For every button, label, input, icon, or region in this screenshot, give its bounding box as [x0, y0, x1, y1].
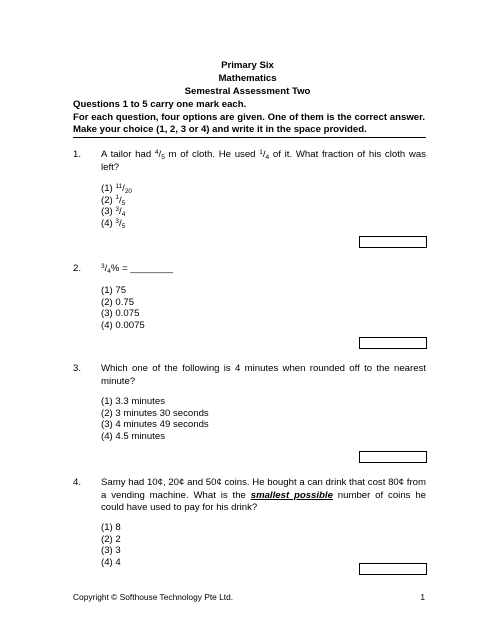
- option-label: (3): [101, 206, 116, 218]
- question-1-option-1: (1) $^{11}/_{20}$: [101, 182, 133, 195]
- question-4-answer-box[interactable]: [359, 563, 427, 575]
- fraction-denominator: 5: [121, 199, 126, 207]
- question-2-number: 2.: [73, 263, 82, 274]
- footer-copyright: Copyright © Softhouse Technology Pte Ltd.: [73, 592, 234, 602]
- fraction-denominator: 20: [124, 188, 133, 195]
- question-3-option-2: (2) 3 minutes 30 seconds: [101, 407, 209, 419]
- question-2-text-part: % = ________: [110, 263, 174, 274]
- question-1-number: 1.: [73, 149, 82, 160]
- question-2-option-2: (2) 0.75: [101, 296, 135, 308]
- question-1-text-part: A tailor had: [101, 149, 155, 160]
- question-4-option-4: (4) 4: [101, 557, 121, 569]
- option-label: (1): [101, 183, 116, 194]
- question-1-text: A tailor had $^4/_5$ m of cloth. He used $^1/_4$ of it. What fraction of his cloth was left?: [101, 148, 426, 173]
- fraction-denominator: 4: [265, 154, 270, 161]
- question-4-options: [101, 522, 351, 569]
- question-4-option-2: (2) 2: [101, 533, 121, 545]
- question-3-option-3: (3) 4 minutes 49 seconds: [101, 419, 209, 431]
- fraction-numerator: 11: [115, 182, 123, 190]
- header-level: Primary Six: [221, 60, 274, 71]
- question-4-option-3: (3) 3: [101, 545, 121, 557]
- header-subject: Mathematics: [218, 73, 277, 84]
- question-2-option-4: (4) 0.0075: [101, 320, 145, 332]
- question-2-answer-box[interactable]: [359, 337, 427, 349]
- fraction-denominator: 5: [121, 223, 126, 231]
- question-2-options: [101, 285, 351, 332]
- question-1-option-2: (2) $^1/_5$: [101, 194, 126, 207]
- page-number: 1: [420, 592, 425, 602]
- fraction-denominator: 4: [107, 268, 111, 275]
- question-3-option-4: (4) 4.5 minutes: [101, 431, 165, 443]
- question-1-text-part: m of cloth. He used: [164, 149, 260, 160]
- question-2-option-1: (1) 75: [101, 285, 127, 296]
- fraction-numerator: 1: [115, 194, 120, 202]
- question-4-text-part: number of coins he could have used to pay for his drink?: [101, 489, 426, 513]
- question-2-text: $^3/_4\%$ = ________: [101, 262, 174, 275]
- option-label: (2): [101, 194, 116, 206]
- question-3-number: 3.: [73, 363, 82, 374]
- divider-line: [73, 137, 426, 138]
- question-4-text: [101, 477, 426, 515]
- question-3-answer-box[interactable]: [359, 451, 427, 463]
- question-1-options: [101, 183, 351, 230]
- question-1-option-4: (4) $^3/_5$: [101, 217, 126, 231]
- question-4-number: 4.: [73, 477, 82, 488]
- question-4-emphasis: smallest possible: [250, 489, 333, 501]
- option-label: (4): [101, 218, 116, 230]
- instructions: [73, 99, 425, 137]
- question-4-text-part: Samy had 10¢, 20¢ and 50¢ coins. He bought a can drink that cost 80¢ from a vending machine. What is the: [101, 477, 426, 501]
- fraction-numerator: 3: [115, 217, 120, 225]
- question-4-option-1: (1) 8: [101, 522, 121, 533]
- fraction-denominator: 5: [161, 154, 165, 161]
- instructions-marks: Questions 1 to 5 carry one mark each.: [73, 99, 247, 110]
- fraction-numerator: 3: [101, 262, 105, 270]
- question-3-text: Which one of the following is 4 minutes when rounded off to the nearest minute?: [101, 363, 426, 387]
- question-3-options: [101, 396, 351, 443]
- question-2-option-3: (3) 0.075: [101, 308, 140, 320]
- question-3-option-1: (1) 3.3 minutes: [101, 396, 165, 407]
- question-1-answer-box[interactable]: [359, 236, 427, 248]
- question-1-text-part: of it. What fraction of his cloth was left?: [101, 149, 426, 173]
- fraction-numerator: 1: [259, 148, 263, 156]
- instructions-detail: For each question, four options are given. One of them is the correct answer. Make your choice (1, 2, 3 or 4) and write it in the space provided.: [73, 111, 425, 135]
- question-1-option-3: (3) $^3/_4$: [101, 205, 126, 219]
- header-assessment: Semestral Assessment Two: [184, 86, 311, 97]
- fraction-denominator: 4: [121, 211, 126, 219]
- fraction-numerator: 3: [115, 205, 120, 213]
- exam-header: [0, 59, 495, 98]
- fraction-numerator: 4: [154, 148, 159, 156]
